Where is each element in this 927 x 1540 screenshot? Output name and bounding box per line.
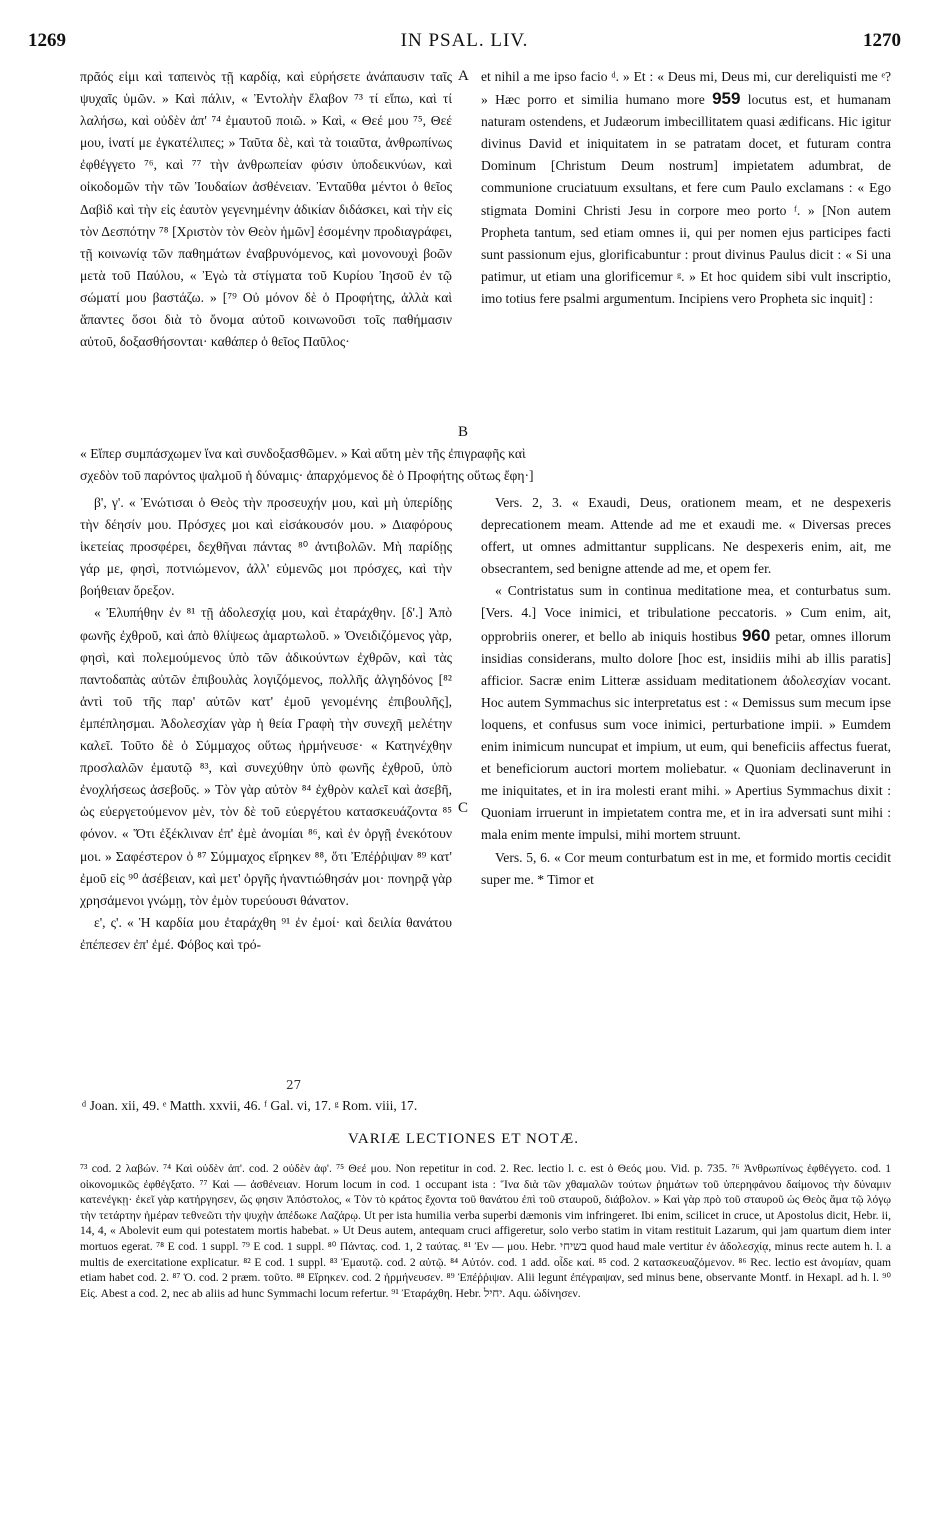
page-number-right: 1270: [863, 30, 901, 51]
spanning-greek-line-1: « Εἴπερ συμπάσχωμεν ἵνα καὶ συνδοξασθῶμεν. » Καὶ αὕτη μὲν τῆς ἐπιγραφῆς καὶ: [80, 446, 526, 461]
greek-paragraph: πρᾶός εἰμι καὶ ταπεινὸς τῇ καρδίᾳ, καὶ εὑρήσετε ἀνάπαυσιν ταῖς ψυχαῖς ὑμῶν. » Καὶ πάλιν, « Ἐντολὴν ἔλαβον ⁷³ τί εἴπω, καὶ τί λαλήσω, καὶ οὐδὲν ἀπ' ⁷⁴ ἐμαυτοῦ ποιῶ. » Καὶ, « Θεέ μου ⁷⁵, Θεέ μου, ἱνατί με ἐγκατέλιπες; » Ταῦτα δὲ, καὶ τὰ τοιαῦτα, ἀνθρωπίνως ἐφθέγγετο ⁷⁶, καὶ ⁷⁷ τὴν ἀνθρωπείαν φύσιν ὑποδεικνύων, καὶ οἰκοδομῶν τὴν τῶν Ἰουδαίων ἀσθένειαν. Ἐνταῦθα μέντοι ὁ θεῖος Δαβὶδ καὶ τὴν εἰς ἑαυτὸν γεγενημένην ἀδικίαν διδάσκει, καὶ τὴν εἰς τὸν Δεσπότην ⁷⁸ [Χριστὸν τὸν Θεὸν ἡμῶν] ἐσομένην προδιαγράφει, τῇ κοινωνίᾳ τῶν παθημάτων ἐναβρυνόμενος, καὶ μονονουχὶ βοῶν μετὰ τοῦ Παύλου, « Ἐγὼ τὰ στίγματα τοῦ Κυρίου Ἰησοῦ ἐν τῷ σώματί μου βαστάζω. » [⁷⁹ Οὐ μόνον δὲ ὁ Προφήτης, ἀλλὰ καὶ ἅπαντες ὅσοι διὰ τὸ ὄνομα αὐτοῦ κοινωνοῦσι τοῖς παθήμασιν αὐτοῦ, δοξασθήσονται· καθάπερ ὁ θεῖος Παῦλος·: [80, 69, 452, 350]
running-title: IN PSAL. LIV.: [400, 30, 529, 51]
latin-paragraph: [481, 66, 891, 310]
latin-column-lower: [481, 492, 891, 1082]
spanning-greek-line-2: σχεδὸν τοῦ παρόντος ψαλμοῦ ἡ δύναμις· ἀπαρχόμενος δὲ ὁ Προφήτης οὕτως ἔφη·]: [80, 468, 534, 483]
latin-paragraph-vers-2-3: Vers. 2, 3. « Exaudi, Deus, orationem meam, et ne despexeris deprecationem meam. Attende ad me et exaudi me. « Diversas preces offert, ut omnes admittantur supplicans. Ne despexeris enim, ait, me obsecrantem, sed benigne attende ad me, et opem fer.: [481, 495, 891, 577]
column-number-959: 959: [712, 89, 741, 109]
greek-column-upper: [80, 66, 452, 446]
greek-paragraph-vers-4: « Ἐλυπήθην ἐν ⁸¹ τῇ ἀδολεσχίᾳ μου, καὶ ἐταράχθην. [δ'.] Ἀπὸ φωνῆς ἐχθροῦ, καὶ ἀπὸ θλίψεως ἁμαρτωλοῦ. » Ὀνειδιζόμενος γὰρ, φησὶ, καὶ πολεμούμενος ὑπὸ τῶν ἀδικούντων ἐχθρῶν, καὶ τὰς παντοδαπὰς αὐτῶν ἐπιβουλὰς λογιζόμενος, πολλῆς ἀλγηδόνος [⁸² ἀντὶ τοῦ τῆς παρ' αὐτῶν κατ' ἐμοῦ γενομένης ἐπιβουλῆς], ἐμπέπλησμαι. Ἀδολεσχίαν γὰρ ἡ θεία Γραφὴ τὴν συνεχῆ μελέτην καλεῖ. Τοῦτο δὲ ὁ Σύμμαχος οὕτως ἡρμήνευσε· « Κατηνέχθην προσλαλῶν ἐμαυτῷ ⁸³, καὶ συνεχύθην ὑπὸ φωνῆς ἐχθροῦ, ὑπὸ ἐνοχλήσεως ἀσεβοῦς. » Τὸν γὰρ αὐτὸν ⁸⁴ ἐχθρὸν καλεῖ καὶ ἀσεβῆ, ὡς εὐεργετούμενον μὲν, τὸν δὲ τοῦ εὐεργέτου κατασκευάζοντα ⁸⁵ φόνον. « Ὅτι ἐξέκλιναν ἐπ' ἐμὲ ἀνομίαι ⁸⁶, καὶ ἐν ὀργῇ ἐνεκότουν μοι. » Σαφέστερον ὁ ⁸⁷ Σύμμαχος εἴρηκεν ⁸⁸, ὅτι Ἐπέῤῥιψαν ⁸⁹ κατ' ἐμοῦ εἰς ⁹⁰ ἀσέβειαν, καὶ μετ' ὀργῆς ἠναντιώθησάν μοι· πονηρᾷ γὰρ χρησάμενοι γνώμῃ, τὸν ἐμὸν τυρεύουσι θάνατον.: [80, 605, 452, 908]
scripture-footnotes: ᵈ Joan. xii, 49. ᵉ Matth. xxvii, 46. ᶠ Gal. vi, 17. ᵍ Rom. viii, 17.: [82, 1098, 418, 1113]
latin-text: locutus est, et humanam naturam ostendens, et Judæorum imbecillitatem quasi ædificans. Hic igitur divinus David et iniquitatem in se patratam docet, et futuram contra Dominum [Christum Deum nostrum] impietatem adumbrat, de communione cruciatuum exsultans, et fere cum Paulo exclamans : « Ego stigmata Domini Christi Jesu in corpore meo porto ᶠ. » [Non autem Propheta tantum, sed etiam omnes ii, qui per nomen ejus participes facti sunt passionum ejus, glorificabuntur : prout divinus Paulus dicit : « Si una patimur, ut etiam una glorificemur ᵍ. » Et hoc quidem sibi vult inscriptio, imo totius fere psalmi argumentum. Incipiens vero Propheta sic inquit] :: [481, 92, 891, 306]
greek-column-lower: [80, 492, 452, 1082]
column-number-960: 960: [741, 625, 771, 645]
greek-paragraph-vers-5-6: ε', ς'. « Ἡ καρδία μου ἐταράχθη ⁹¹ ἐν ἐμοί· καὶ δειλία θανάτου ἐπέπεσεν ἐπ' ἐμέ. Φόβος καὶ τρό-: [80, 914, 452, 952]
variant-readings-notes: [80, 1161, 891, 1301]
handwritten-mark: 27: [286, 1078, 302, 1092]
notes-heading: VARIÆ LECTIONES ET NOTÆ.: [348, 1131, 579, 1147]
latin-text: « Contristatus sum in continua meditatione mea, et conturbatus sum. [Vers. 4.] Voce inimici, et tribulatione peccatoris. » Cum enim, ait, opprobriis onerer, et bello ab iniquis hostibus: [481, 583, 891, 644]
page-number-left: 1269: [28, 30, 66, 51]
notes-paragraph: ⁷³ cod. 2 λαβών. ⁷⁴ Καὶ οὐδὲν ἀπ'. cod. 2 οὐδὲν ἀφ'. ⁷⁵ Θεέ μου. Non repetitur in cod. 2. Rec. lectio l. c. est ὁ Θεός μου. Vid. p. 735. ⁷⁶ Ἀνθρωπίνως ἐφθέγγετο. cod. 1 οἰκονομικῶς ἐφθέγξατο. ⁷⁷ Καὶ — ἀσθένειαν. Horum locum in cod. 1 occupant ista : Ἵνα διὰ τῶν χθαμαλῶν τούτων ῥημάτων τοῦ ὑπερηφάνου δαίμονος τὴν δύναμιν κατενέγκῃ· ἐκεῖ γὰρ κατήργησεν, ὥς φησιν Ἀπόστολος, « Τὸν τὸ κράτος ἔχοντα τοῦ θανάτου ἐπὶ τοῦ σταυροῦ, διάβολον. » Καὶ γὰρ πρὸ τοῦ σταυροῦ ὡς Θεὸς ἅμα τῷ λόγῳ τὴν τετάρτην ἡμέραν τεθνεῶτι τὴν ψυχὴν ἀπέδωκε Λαζάρῳ. Ut per ista humilia verba superbi dæmonis vim infringeret. Ibi enim, scilicet in cruce, ut Apostolus dicit, Hebr. ii, 14, 4, « Abolevit eum qui potestatem mortis habebat. » Ut Deus autem, antequam cruci affigeretur, solo verbo statim in vitam restituit Lazarum, qui jam quartum diem inter mortuos egerat. ⁷⁸ E cod. 1 suppl. ⁷⁹ E cod. 1 suppl. ⁸⁰ Πάντας. cod. 1, 2 ταύτας. ⁸¹ Ἐν — μου. Hebr. בשיחי quod haud male vertitur ἐν ἀδολεσχίᾳ, minus recte autem h. l. a multis de exercitatione explicatur. ⁸² E cod. 1 suppl. ⁸³ Ἐμαυτῷ. cod. 2 αὐτῷ. ⁸⁴ Αὐτόν. cod. 1 add. οἶδε καί. ⁸⁵ cod. 2 κατασκευαζόμενον. ⁸⁶ Rec. lectio est ἀνομίαν, quam etiam habet cod. 2. ⁸⁷ Ὁ. cod. 2 præm. τοῦτο. ⁸⁸ Εἴρηκεν. cod. 2 ἡρμήνευσεν. ⁸⁹ Ἐπέῤῥιψαν. Alii legunt ἐπέγραψαν, sed minus bene, observante Montf. in Hexapl. ad h. l. ⁹⁰ Εἰς. Abest a cod. 2, nec ab aliis ad hunc Symmachi locum refertur. ⁹¹ Ἐταράχθη. Hebr. יחיל. Aqu. ὠδίνησεν.: [80, 1162, 891, 1300]
margin-letter-c: C: [458, 800, 469, 816]
latin-text: et nihil a me ipso facio ᵈ. » Et : « Deus mi, Deus mi, cur dereliquisti me ᵉ? » Hæc porro et similia humano more: [481, 69, 891, 108]
running-head: [28, 30, 901, 56]
margin-letter-b: B: [458, 424, 469, 440]
latin-paragraph-vers-5-6: Vers. 5, 6. « Cor meum conturbatum est in me, et formido mortis cecidit super me. * Timor et: [481, 849, 891, 887]
latin-column-upper: [481, 66, 891, 446]
greek-paragraph-vers-2-3: β', γ'. « Ἐνώτισαι ὁ Θεὸς τὴν προσευχήν μου, καὶ μὴ ὑπερίδῃς τὴν δέησίν μου. Πρόσχες μοι καὶ εἰσάκουσόν μου. » Διαφόρους ἱκετείας προσφέρει, δεχθῆναι πάντας ⁸⁰ ἀντιβολῶν. Μὴ παρίδῃς γάρ με, φησὶ, ποτνιώμενον, ἀλλ' εὐμενῶς μοι πρόσχες, καὶ τὴν βοήθειαν ὄρεξον.: [80, 495, 452, 599]
margin-letter-a: A: [458, 68, 469, 84]
latin-text: petar, omnes illorum insidias considerans, multo dolore [hoc est, insidiis mihi ab illis paratis] afficior. Sacræ enim Litteræ assiduam meditationem ἀδολεσχίαν vocant. Hoc autem Symmachus sic interpretatus est : « Demissus sum mecum ipse loquens, et confusus sum voce inimici, perturbatione impii. » Eumdem enim inimicum nuncupat et impium, ut eum, qui beneficiis affectus fuerat, et beneficiorum auctori mortem moliebatur. « Quoniam declinaverunt in me iniquitates, et in ira molesti erant mihi. » Apertius Symmachus dixit : Quoniam irruerunt in impietatem contra me, et in ira adversati sunt mihi : mala enim mente impulsi, mihi mortem struunt.: [481, 628, 891, 843]
latin-paragraph-vers-4: [481, 580, 891, 846]
